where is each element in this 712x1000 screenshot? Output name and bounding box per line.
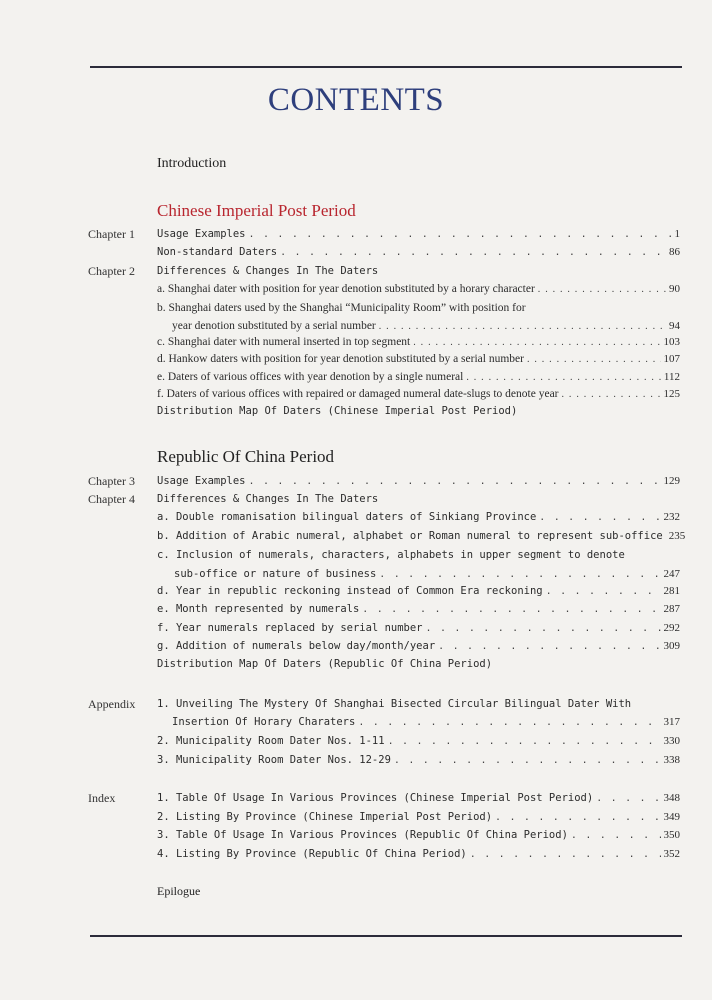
chapter-3-label: Chapter 3 [88,474,135,488]
toc-entry-page: 317 [663,716,680,728]
toc-entry-text: 3. Table Of Usage In Various Provinces (Republic Of China Period) [157,829,568,841]
dot-leader [362,602,660,618]
toc-entry[interactable] [157,620,680,637]
toc-entry[interactable] [157,403,680,419]
dot-leader [571,828,661,844]
republic-period-heading: Republic Of China Period [157,447,335,466]
dot-leader [280,245,666,261]
dot-leader [470,847,661,863]
toc-entry[interactable] [172,714,680,731]
dot-leader [379,319,666,335]
toc-entry-text: Differences & Changes In The Daters [157,493,379,505]
toc-entry-text: 2. Listing By Province (Chinese Imperial Post Period) [157,811,493,823]
toc-entry[interactable] [157,733,680,750]
dot-leader [495,810,660,826]
toc-entry-page: 281 [663,585,680,597]
dot-leader [379,567,660,583]
toc-entry-page: 129 [663,475,680,487]
toc-entry-text: Distribution Map Of Daters (Republic Of China Period) [157,658,493,670]
toc-entry[interactable] [157,473,680,490]
bottom-rule [90,935,682,937]
toc-entry[interactable] [157,528,686,545]
toc-entry-page: 94 [669,320,680,332]
toc-entry-text: 2. Municipality Room Dater Nos. 1-11 [157,735,385,747]
toc-entry[interactable] [157,300,680,316]
toc-entry-page: 112 [663,371,680,383]
toc-entry-text: f. Daters of various offices with repaired or damaged numeral date-slugs to denote year [157,388,559,400]
toc-entry[interactable] [157,509,680,526]
toc-entry-text: b. Addition of Arabic numeral, alphabet or Roman numeral to represent sub-office [157,530,663,542]
toc-entry[interactable] [157,547,680,563]
toc-entry[interactable] [157,386,680,403]
toc-entry-text: d. Hankow daters with position for year denotion substituted by a serial number [157,353,524,365]
toc-entry-text: 4. Listing By Province (Republic Of China Period) [157,848,467,860]
dot-leader [438,639,660,655]
toc-entry-page: 232 [663,511,680,523]
toc-entry-page: 90 [669,283,680,295]
toc-entry-page: 125 [663,388,680,400]
dot-leader [413,335,660,351]
toc-entry[interactable] [157,334,680,351]
chapter-2-label: Chapter 2 [88,264,135,278]
toc-entry-text: c. Shanghai dater with numeral inserted in top segment [157,336,411,348]
dot-leader [596,791,660,807]
toc-entry[interactable] [157,638,680,655]
epilogue-heading: Epilogue [157,884,201,898]
dot-leader [538,282,666,298]
toc-entry[interactable] [157,369,680,386]
toc-entry[interactable] [157,583,680,600]
toc-entry-text: Insertion Of Horary Charaters [172,716,356,728]
toc-entry-text: a. Shanghai dater with position for year denotion substituted by a horary character [157,283,535,295]
toc-entry[interactable] [157,351,680,368]
dot-leader [249,474,661,490]
toc-entry-text: c. Inclusion of numerals, characters, alphabets in upper segment to denote [157,549,625,561]
toc-entry-text: f. Year numerals replaced by serial number [157,622,423,634]
dot-leader [358,715,660,731]
dot-leader [426,621,661,637]
dot-leader [539,510,660,526]
toc-entry[interactable] [157,263,680,279]
chapter-4-label: Chapter 4 [88,492,135,506]
toc-entry-page: 247 [663,568,680,580]
toc-entry-text: Usage Examples [157,228,246,240]
toc-entry[interactable] [157,846,680,863]
toc-entry-page: 349 [663,811,680,823]
toc-entry[interactable] [157,601,680,618]
introduction-heading: Introduction [157,156,227,171]
toc-entry-page: 1 [674,228,680,240]
toc-entry-text: year denotion substituted by a serial number [172,320,376,332]
toc-entry[interactable] [157,827,680,844]
toc-entry[interactable] [157,790,680,807]
dot-leader [388,734,661,750]
toc-entry-text: Non-standard Daters [157,246,278,258]
toc-entry-text: a. Double romanisation bilingual daters of Sinkiang Province [157,511,537,523]
toc-entry[interactable] [157,656,680,672]
toc-entry-text: Usage Examples [157,475,246,487]
toc-entry-text: sub-office or nature of business [174,568,377,580]
toc-entry-text: 1. Unveiling The Mystery Of Shanghai Bisected Circular Bilingual Dater With [157,698,632,710]
toc-entry[interactable] [157,696,680,712]
chapter-1-label: Chapter 1 [88,227,135,241]
toc-entry-page: 330 [663,735,680,747]
toc-entry-text: e. Month represented by numerals [157,603,360,615]
toc-entry[interactable] [172,318,680,335]
toc-entry[interactable] [157,491,680,507]
toc-entry[interactable] [157,226,680,243]
toc-entry-text: Differences & Changes In The Daters [157,265,379,277]
toc-entry-page: 309 [663,640,680,652]
dot-leader [546,584,661,600]
toc-entry[interactable] [174,566,680,583]
toc-entry-page: 348 [663,792,680,804]
toc-entry-page: 352 [663,848,680,860]
toc-entry[interactable] [157,752,680,769]
toc-entry[interactable] [157,281,680,298]
toc-entry-text: e. Daters of various offices with year denotion by a single numeral [157,371,464,383]
toc-entry-text: b. Shanghai daters used by the Shanghai “Municipality Room” with position for [157,302,526,314]
dot-leader [249,227,672,243]
toc-entry[interactable] [157,809,680,826]
dot-leader [394,753,661,769]
dot-leader [527,352,661,368]
toc-entry-page: 287 [663,603,680,615]
dot-leader [466,370,661,386]
imperial-period-heading: Chinese Imperial Post Period [157,201,356,220]
toc-entry-page: 350 [663,829,680,841]
page-title: CONTENTS [267,82,445,118]
toc-entry-page: 292 [663,622,680,634]
dot-leader [562,387,661,403]
toc-entry-page: 103 [663,336,680,348]
toc-entry-page: 107 [663,353,680,365]
toc-entry[interactable] [157,244,680,261]
toc-entry-page: 86 [669,246,680,258]
toc-entry-text: Distribution Map Of Daters (Chinese Imperial Post Period) [157,405,518,417]
toc-entry-text: 3. Municipality Room Dater Nos. 12-29 [157,754,391,766]
toc-entry-page: 338 [663,754,680,766]
toc-entry-page: 235 [668,530,686,542]
top-rule [90,66,682,68]
index-label: Index [88,791,116,805]
toc-entry-text: 1. Table Of Usage In Various Provinces (Chinese Imperial Post Period) [157,792,594,804]
toc-entry-text: d. Year in republic reckoning instead of Common Era reckoning [157,585,543,597]
toc-entry-text: g. Addition of numerals below day/month/year [157,640,436,652]
appendix-label: Appendix [88,697,136,711]
